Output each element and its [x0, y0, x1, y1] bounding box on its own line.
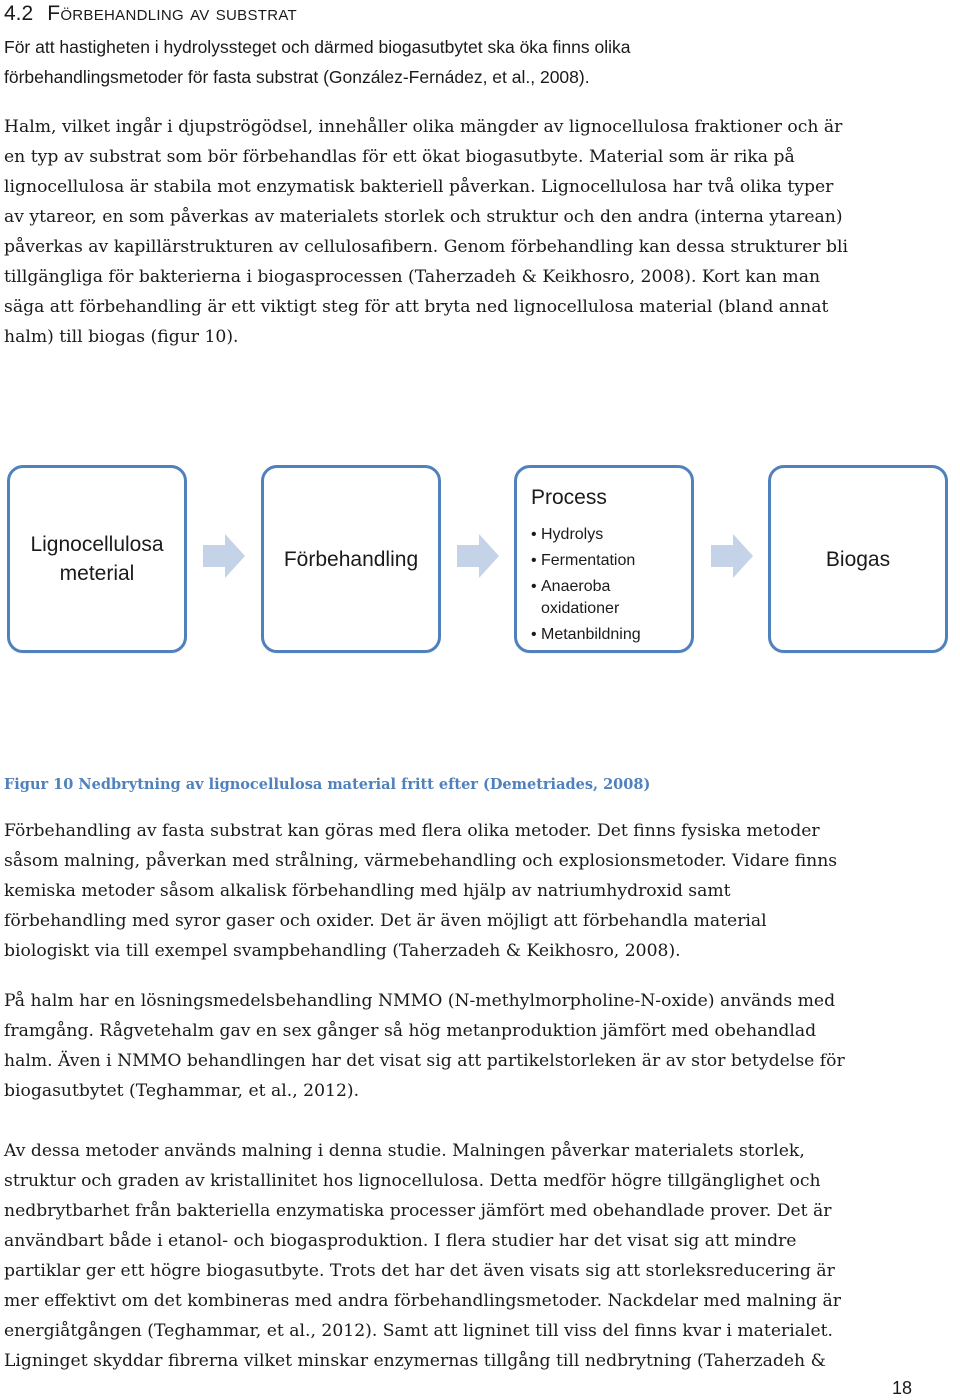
- diagram-box-forbehandling: [261, 465, 441, 653]
- methods-paragraph: [4, 816, 944, 966]
- right-arrow-icon: [203, 534, 245, 578]
- section-title: Förbehandling av substrat: [47, 2, 298, 25]
- text-line: nedbrytbarhet från bakteriella enzymatiska processer jämfört med obehandlade prover. Det är: [4, 1201, 832, 1221]
- text-line: tillgängliga för bakterierna i biogasprocessen (Taherzadeh & Keikhosro, 2008). Kort kan man: [4, 267, 821, 287]
- text-line: Av dessa metoder används malning i denna studie. Malningen påverkar materialets storlek,: [4, 1141, 805, 1161]
- diagram-box-lignocellulosa: [7, 465, 187, 653]
- diagram-box-process: [514, 465, 694, 653]
- text-line: Halm, vilket ingår i djupströgödsel, innehåller olika mängder av lignocellulosa fraktioner och är: [4, 117, 843, 137]
- right-arrow-icon: [711, 534, 753, 578]
- text-line: framgång. Rågvetehalm gav en sex gånger så hög metanproduktion jämfört med obehandlad: [4, 1021, 817, 1041]
- text-line: användbart både i etanol- och biogasproduktion. I flera studier har det visat sig att mindre: [4, 1231, 797, 1251]
- text-line: påverkas av kapillärstrukturen av cellulosafibern. Genom förbehandling kan dessa strukturer bli: [4, 237, 848, 257]
- process-step: • Hydrolys: [531, 524, 651, 546]
- text-line: såsom malning, påverkan med strålning, värmebehandling och explosionsmetoder. Vidare finns: [4, 851, 838, 871]
- box-label-line: meterial: [59, 562, 135, 585]
- text-line: partiklar ger ett högre biogasutbyte. Trots det har det även visats sig att storleksreducering är: [4, 1261, 835, 1281]
- box-label-line: Lignocellulosa: [30, 533, 164, 556]
- text-line: För att hastigheten i hydrolyssteget och därmed biogasutbytet ska öka finns olika: [4, 37, 631, 57]
- diagram-box-biogas: [768, 465, 948, 653]
- process-step: • Metanbildning: [531, 624, 651, 646]
- text-line: förbehandling med syror gaser och oxider. Det är även möjligt att förbehandla material: [4, 911, 767, 931]
- text-line: struktur och graden av kristallinitet hos lignocellulosa. Detta medför högre tillgänglighet och: [4, 1171, 821, 1191]
- text-line: biologiskt via till exempel svampbehandling (Taherzadeh & Keikhosro, 2008).: [4, 941, 681, 961]
- text-line: halm. Även i NMMO behandlingen har det visat sig att partikelstorleken är av stor betydelse för: [4, 1051, 845, 1071]
- text-line: mer effektivt om det kombineras med andra förbehandlingsmetoder. Nackdelar med malning är: [4, 1291, 841, 1311]
- text-line: kemiska metoder såsom alkalisk förbehandling med hjälp av natriumhydroxid samt: [4, 881, 731, 901]
- right-arrow-icon: [457, 534, 499, 578]
- text-line: Förbehandling av fasta substrat kan göras med flera olika metoder. Det finns fysiska metoder: [4, 821, 820, 841]
- malning-paragraph: [4, 1136, 944, 1376]
- text-line: av ytareor, en som påverkas av materialets storlek och struktur och den andra (interna ytarean): [4, 207, 843, 227]
- text-line: På halm har en lösningsmedelsbehandling NMMO (N-methylmorpholine-N-oxide) används med: [4, 991, 836, 1011]
- process-step: [531, 576, 651, 620]
- process-step: • Fermentation: [531, 550, 651, 572]
- text-line: en typ av substrat som bör förbehandlas för ett ökat biogasutbyte. Material som är rika på: [4, 147, 795, 167]
- text-line: halm) till biogas (figur 10).: [4, 327, 239, 347]
- box-title: Process: [531, 486, 607, 509]
- section-number: 4.2: [4, 2, 34, 25]
- box-label: Förbehandling: [283, 547, 419, 571]
- box-label: Biogas: [825, 547, 891, 571]
- halm-paragraph: [4, 112, 944, 352]
- process-step-list: [531, 524, 651, 650]
- text-line: säga att förbehandling är ett viktigt steg för att bryta ned lignocellulosa material (bland annat: [4, 297, 829, 317]
- text-line: lignocellulosa är stabila mot enzymatisk bakteriell påverkan. Lignocellulosa har två olika typer: [4, 177, 834, 197]
- figure-caption: Figur 10 Nedbrytning av lignocellulosa material fritt efter (Demetriades, 2008): [4, 776, 651, 793]
- section-heading: [4, 2, 297, 26]
- text-line: Ligninget skyddar fibrerna vilket minskar enzymernas tillgång till nedbrytning (Taherzadeh &: [4, 1351, 826, 1371]
- process-flow-diagram: [0, 460, 960, 670]
- nmmo-paragraph: [4, 986, 944, 1106]
- intro-paragraph: [4, 32, 944, 92]
- text-line: energiåtgången (Teghammar, et al., 2012). Samt att ligninet till viss del finns kvar i materialet.: [4, 1321, 833, 1341]
- page-number: 18: [892, 1378, 913, 1398]
- text-line: biogasutbytet (Teghammar, et al., 2012).: [4, 1081, 360, 1101]
- process-step-text: Anaeroba oxidationer: [541, 578, 620, 617]
- text-line: förbehandlingsmetoder för fasta substrat (González-Fernádez, et al., 2008).: [4, 67, 590, 87]
